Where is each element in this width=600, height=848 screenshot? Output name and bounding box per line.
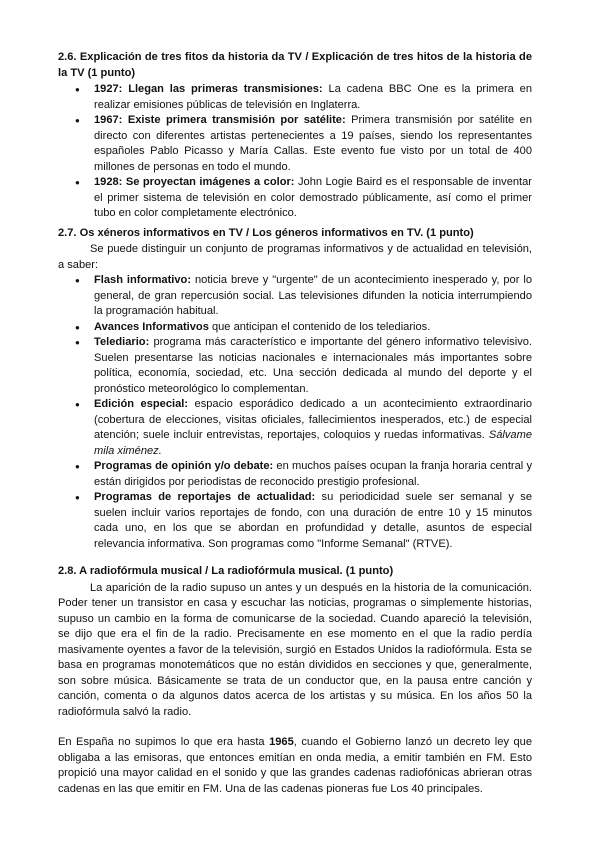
list-item [94, 490, 532, 552]
item-term: Edición especial: [94, 398, 189, 410]
list-item [94, 320, 532, 336]
list-item [94, 113, 532, 175]
section-2-7-intro: Se puede distinguir un conjunto de programas informativos y de actualidad en televisión, a saber: [58, 243, 532, 271]
item-term: Programas de opinión y/o debate: [94, 460, 274, 472]
section-2-7-title: 2.7. Os xéneros informativos en TV / Los géneros informativos en TV. (1 punto) [58, 226, 474, 239]
list-item [94, 175, 532, 222]
item-text: espacio esporádico dedicado a un acontecimiento extraordinario (cobertura de elecciones, visitas oficiales, fallecimientos inesperados, etc.) de especial atención; suele incluir entrevistas, reportajes, coloquios y ruedas informativas. [94, 398, 532, 441]
item-text: en muchos países ocupan la franja horaria central y están dirigidos por periodistas de reconocido prestigio profesional. [94, 460, 532, 488]
item-text: su periodicidad suele ser semanal y se suelen incluir varios reportajes de fondo, con una duración de entre 10 y 15 minutos cada uno, en los que se abordan en profundidad y detalle, asuntos de especial relevancia informativa. Son programas como "Informe Semanal" (RTVE). [94, 491, 532, 550]
item-term: Programas de reportajes de actualidad: [94, 491, 316, 503]
item-term: Telediario: [94, 336, 150, 348]
item-term: 1928: Se proyectan imágenes a color: [94, 176, 295, 188]
para2-text-start: En España no supimos lo que era hasta [58, 736, 270, 748]
section-2-8-paragraph-2 [58, 735, 532, 797]
item-text: que anticipan el contenido de los telediarios. [208, 320, 431, 333]
item-text: Primera transmisión por satélite en directo con diferentes artistas pertenecientes a 19 países, siendo los representantes españoles Pablo Picasso y María Callas. Este evento fue visto por un total de 400 millones de personas en todo el mundo. [94, 114, 532, 173]
section-2-6-title: 2.6. Explicación de tres fitos da historia da TV / Explicación de tres hitos de la historia de la TV (1 punto) [58, 51, 532, 79]
item-text: La cadena BBC One es la primera en realizar emisiones públicas de televisión en Inglaterra. [94, 83, 533, 111]
item-text: programa más característico e importante del género informativo televisivo. Suelen presentarse las noticias nacionales e internacionales más importantes sobre política, economía, sociedad, etc. Una sección dedicada al mundo del deporte y el pronóstico meteorológico lo complementan. [94, 336, 532, 395]
item-term: Flash informativo: [94, 274, 192, 286]
list-item [94, 273, 532, 320]
list-item [94, 335, 532, 397]
section-2-8-paragraph-1: La aparición de la radio supuso un antes y un después en la historia de la comunicación. Poder tener un transistor en casa y escuchar las noticias, programas o simplemente historias, supuso un cambio en la forma de comunicarse de la sociedad. Cuando apareció la televisión, se dijo que era el fin de la radio. Precisamente en ese momento en el que la radio perdía masivamente oyentes a favor de la televisión, surgió en Estados Unidos la radiofórmula. Esta se basa en programas monotemáticos que no están divididos en secciones y que, generalmente, son sobre música. Básicamente se trata de un conductor que, en la pausa entre canción y canción, comenta o da algunos datos acerca de los artistas y su música. En los años 50 la radiofórmula salvó la radio. [58, 581, 532, 718]
section-2-7-list [58, 273, 532, 552]
para2-year: 1965 [269, 736, 294, 748]
paragraph-gap [58, 720, 532, 735]
section-2-6-list [58, 82, 532, 222]
item-term: 1927: Llegan las primeras transmisiones: [94, 83, 323, 95]
list-item [94, 397, 532, 459]
item-text: John Logie Baird es el responsable de inventar el primer sistema de televisión en color demostrado públicamente, así como el primer tubo en color completamente electrónico. [94, 176, 532, 219]
para2-text-end: , cuando el Gobierno lanzó un decreto ley que obligaba a las emisoras, que entonces emitían en onda media, a emitir también en FM. Esto propició una mayor calidad en el sonido y que las grandes cadenas radiofónicas abrieran otras cadenas en las que emitir en FM. Una de las cadenas pioneras fue Los 40 principales. [58, 736, 532, 795]
item-text: noticia breve y "urgente" de un acontecimiento inesperado y, por lo general, de gran repercusión social. Las televisiones difunden la noticia interrumpiendo la programación habitual. [94, 274, 533, 317]
item-italic-note: Sálvame mila ximénez. [94, 429, 532, 457]
list-item [94, 459, 532, 490]
item-term: 1967: Existe primera transmisión por satélite: [94, 114, 346, 126]
section-2-8-title: 2.8. A radiofórmula musical / La radiofórmula musical. (1 punto) [58, 565, 394, 577]
item-term: Avances Informativos [94, 320, 209, 333]
list-item [94, 82, 532, 113]
